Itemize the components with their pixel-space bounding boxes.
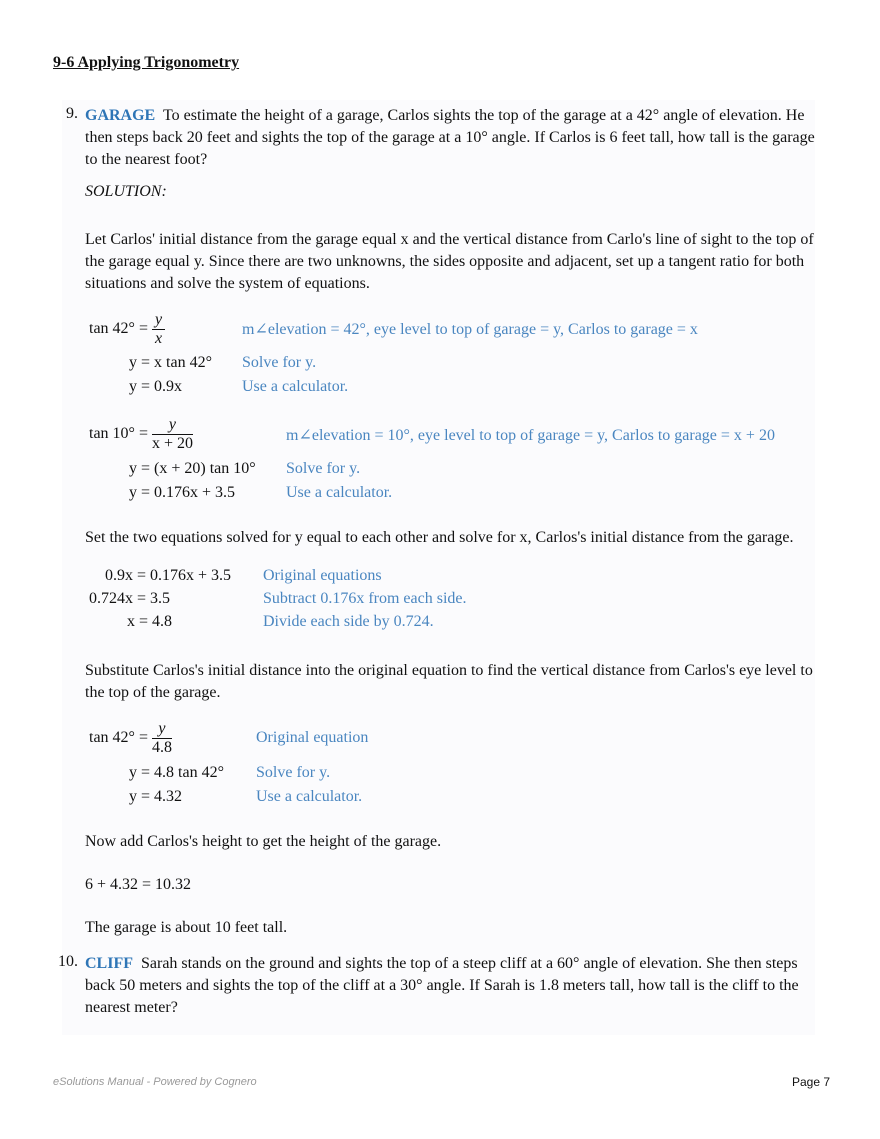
solution-label: SOLUTION: xyxy=(85,183,167,200)
eq2-fraction xyxy=(152,416,193,453)
eq1-note3: Use a calculator. xyxy=(242,378,349,395)
add-height-text: Now add Carlos's height to get the height of the garage. xyxy=(85,833,442,850)
problem-10-statement xyxy=(85,953,820,1019)
eq1-denominator: x xyxy=(154,330,163,347)
eq2-tan10 xyxy=(89,416,193,453)
set-equal-text: Set the two equations solved for y equal to each other and solve for x, Carlos's initial distance from the garage. xyxy=(85,529,794,546)
problem-9-text: To estimate the height of a garage, Carlos sights the top of the garage at a 42° angle of elevation. He then steps back 20 feet and sights the top of the garage at a 10° angle. If Carlos is 6 feet tall, how tall is the garage to the nearest foot? xyxy=(85,107,815,168)
problem-9-number: 9. xyxy=(66,105,78,122)
substitute-text: Substitute Carlos's initial distance into the original equation to find the vertical distance from Carlos's eye level to the top of the garage. xyxy=(85,662,813,701)
problem-10-keyword: CLIFF xyxy=(85,955,133,972)
eq2-denominator: x + 20 xyxy=(151,435,193,452)
eq1-tan42 xyxy=(89,311,165,348)
eq1-line2: y = x tan 42° xyxy=(129,354,212,371)
eq1-lhs: tan 42° = xyxy=(89,320,148,338)
eq3-note1: Original equations xyxy=(263,567,382,584)
eq4-denominator: 4.8 xyxy=(151,739,172,756)
eq3-line1: 0.9x = 0.176x + 3.5 xyxy=(105,567,232,584)
problem-9-keyword: GARAGE xyxy=(85,107,156,124)
problem-10-number: 10. xyxy=(58,953,78,970)
eq3-line3: x = 4.8 xyxy=(127,613,173,630)
footer-page-number: Page 7 xyxy=(792,1075,831,1089)
eq2-line3: y = 0.176x + 3.5 xyxy=(129,484,236,501)
conclusion-text: The garage is about 10 feet tall. xyxy=(85,919,288,936)
eq4-note3: Use a calculator. xyxy=(256,788,363,805)
eq3-note3: Divide each side by 0.724. xyxy=(263,613,434,630)
eq1-fraction xyxy=(152,311,165,348)
eq4-line2: y = 4.8 tan 42° xyxy=(129,764,224,781)
eq4-fraction xyxy=(152,720,172,757)
eq4-note2: Solve for y. xyxy=(256,764,331,781)
eq1-numerator: y xyxy=(152,311,165,330)
footer-publisher: eSolutions Manual - Powered by Cognero xyxy=(53,1076,257,1088)
eq1-note: m∠elevation = 42°, eye level to top of garage = y, Carlos to garage = x xyxy=(242,321,698,338)
eq1-line3: y = 0.9x xyxy=(129,378,183,395)
eq4-numerator: y xyxy=(152,720,172,739)
eq2-note2: Solve for y. xyxy=(286,460,361,477)
eq4-note1: Original equation xyxy=(256,729,369,746)
eq4-tan42 xyxy=(89,720,172,757)
eq2-numerator: y xyxy=(152,416,193,435)
eq4-lhs: tan 42° = xyxy=(89,729,148,747)
eq2-note3: Use a calculator. xyxy=(286,484,393,501)
eq2-lhs: tan 10° = xyxy=(89,425,148,443)
section-heading: 9-6 Applying Trigonometry xyxy=(53,54,240,71)
eq2-note: m∠elevation = 10°, eye level to top of garage = y, Carlos to garage = x + 20 xyxy=(286,427,775,444)
eq3-line2: 0.724x = 3.5 xyxy=(89,590,171,607)
problem-10-text: Sarah stands on the ground and sights the top of a steep cliff at a 60° angle of elevation. She then steps back 50 meters and sights the top of the cliff at a 30° angle. If Sarah is 1.8 meters tall, how tall is the cliff to the nearest meter? xyxy=(85,955,799,1016)
solution-intro: Let Carlos' initial distance from the garage equal x and the vertical distance from Carlo's line of sight to the top of the garage equal y. Since there are two unknowns, the sides opposite and adjacent, set up a tangent ratio for both situations and solve the system of equations. xyxy=(85,231,814,292)
eq1-note2: Solve for y. xyxy=(242,354,317,371)
sum-text: 6 + 4.32 = 10.32 xyxy=(85,876,192,893)
eq4-line3: y = 4.32 xyxy=(129,788,183,805)
eq3-note2: Subtract 0.176x from each side. xyxy=(263,590,467,607)
problem-9-statement xyxy=(85,105,830,171)
eq2-line2: y = (x + 20) tan 10° xyxy=(129,460,256,477)
